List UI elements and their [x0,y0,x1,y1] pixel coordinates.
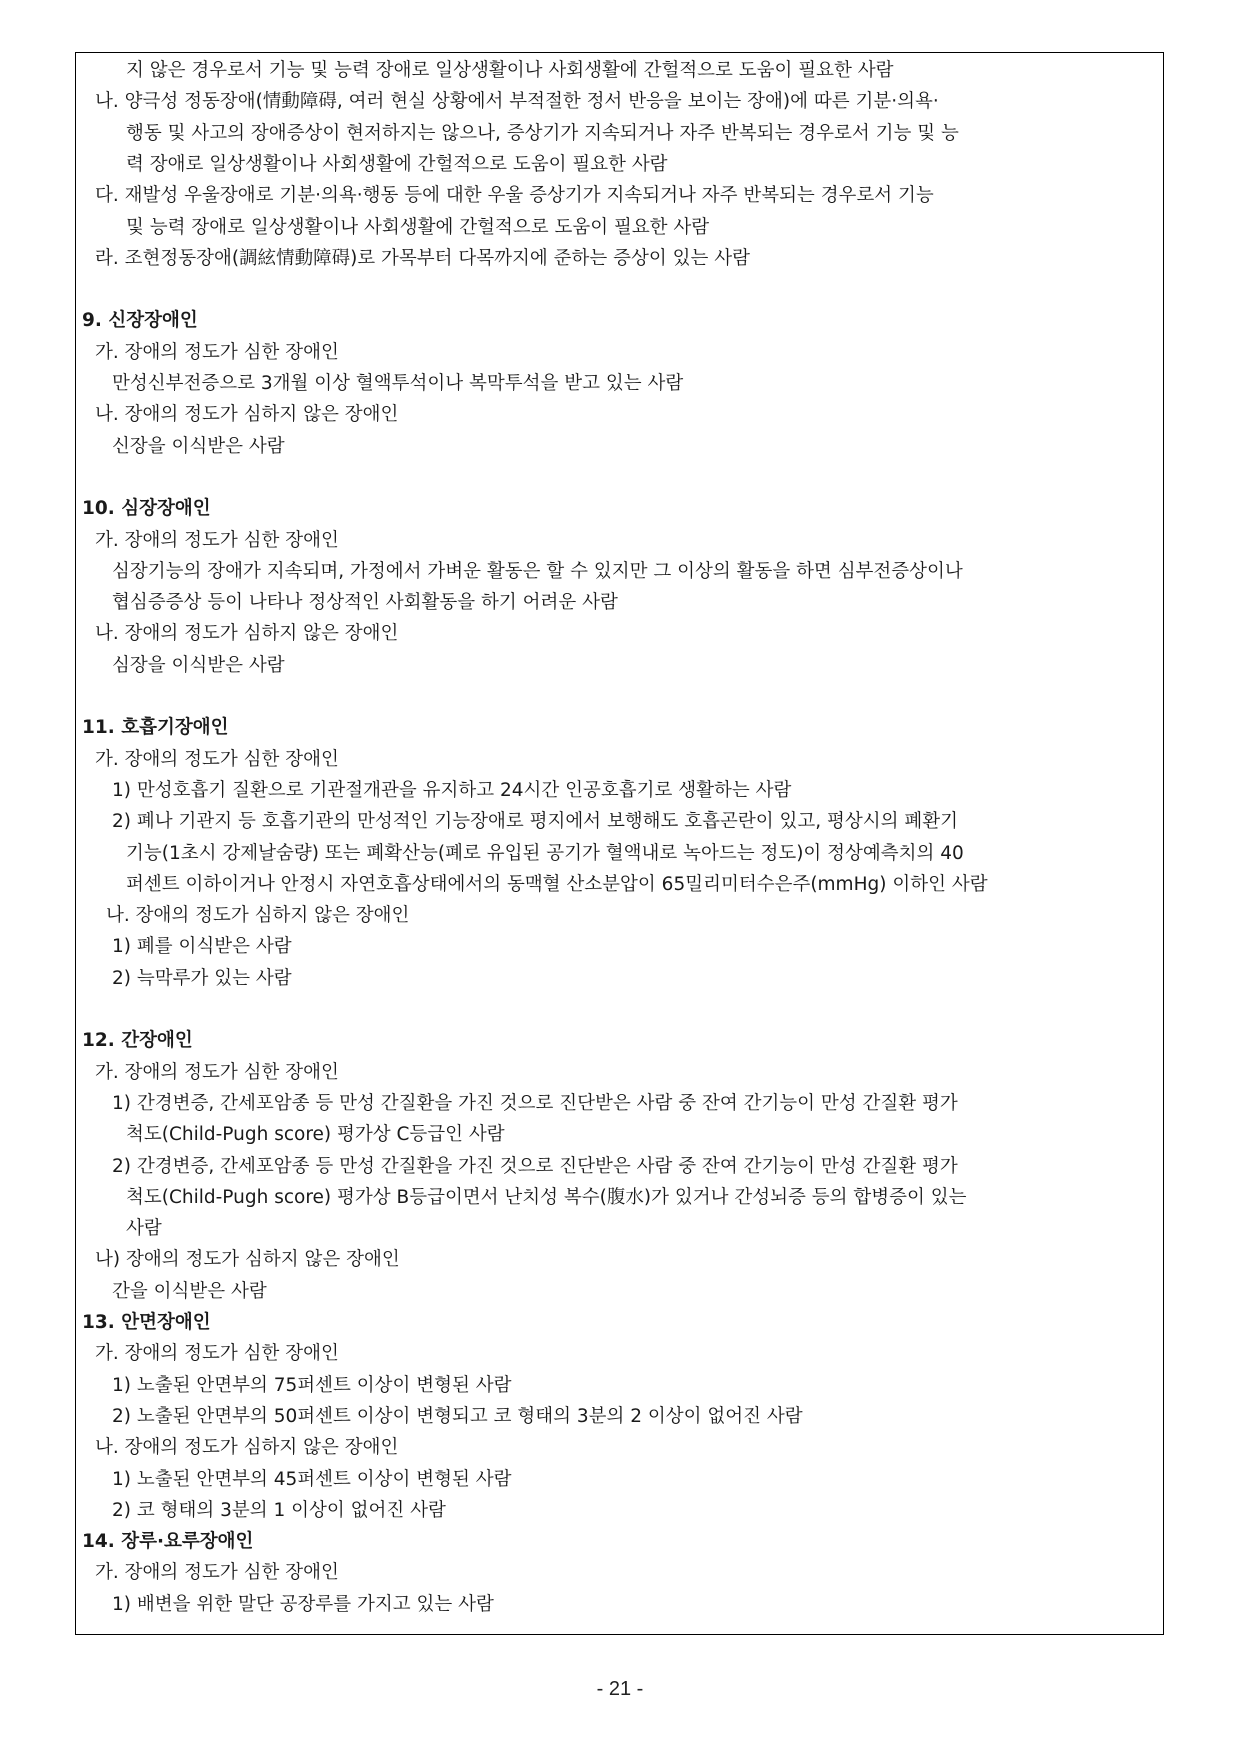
text-line: 퍼센트 이하이거나 안정시 자연호흡상태에서의 동맥혈 산소분압이 65밀리미터수은주(mmHg) 이하인 사람 [126,873,988,895]
text-line: 만성신부전증으로 3개월 이상 혈액투석이나 복막투석을 받고 있는 사람 [112,373,684,394]
text-line: 간을 이식받은 사람 [112,1280,267,1302]
text-line: 1) 만성호흡기 질환으로 기관절개관을 유지하고 24시간 인공호흡기로 생활하는 사람 [112,779,792,801]
text-line: 1) 노출된 안면부의 45퍼센트 이상이 변형된 사람 [112,1468,512,1490]
text-line: 나. 장애의 정도가 심하지 않은 장애인 [95,1437,399,1459]
text-line: 가. 장애의 정도가 심한 장애인 [95,529,339,551]
text-line: 2) 노출된 안면부의 50퍼센트 이상이 변형되고 코 형태의 3분의 2 이상이 없어진 사람 [112,1405,803,1427]
text-line: 가. 장애의 정도가 심한 장애인 [95,1343,339,1365]
text-line: 2) 간경변증, 간세포암종 등 만성 간질환을 가진 것으로 진단받은 사람 중 잔여 간기능이 만성 간질환 평가 [112,1155,958,1177]
page-number: - 21 - [596,1678,644,1700]
section-heading: 10. 심장장애인 [82,498,211,520]
text-line: 신장을 이식받은 사람 [112,435,285,457]
section-heading: 12. 간장애인 [82,1030,193,1052]
text-line: 2) 늑막루가 있는 사람 [112,967,292,989]
text-line: 가. 장애의 정도가 심한 장애인 [95,1562,339,1584]
text-line: 및 능력 장애로 일상생활이나 사회생활에 간헐적으로 도움이 필요한 사람 [126,216,710,238]
section-heading: 13. 안면장애인 [82,1312,211,1333]
text-line: 력 장애로 일상생활이나 사회생활에 간헐적으로 도움이 필요한 사람 [126,153,668,175]
text-line: 지 않은 경우로서 기능 및 능력 장애로 일상생활이나 사회생활에 간헐적으로 도움이 필요한 사람 [126,60,894,81]
text-line: 척도(Child-Pugh score) 평가상 C등급인 사람 [126,1124,505,1146]
text-line: 나. 장애의 정도가 심하지 않은 장애인 [106,905,410,927]
text-line: 가. 장애의 정도가 심한 장애인 [95,341,339,363]
text-line: 1) 배변을 위한 말단 공장루를 가지고 있는 사람 [112,1593,494,1615]
text-line: 행동 및 사고의 장애증상이 현저하지는 않으나, 증상기가 지속되거나 자주 반복되는 경우로서 기능 및 능 [126,122,959,144]
text-line: 심장을 이식받은 사람 [112,654,285,676]
text-line: 기능(1초시 강제날숨량) 또는 폐확산능(폐로 유입된 공기가 혈액내로 녹아드는 정도)이 정상예측치의 40 [126,842,964,864]
text-line: 나) 장애의 정도가 심하지 않은 장애인 [95,1249,400,1271]
text-line: 나. 장애의 정도가 심하지 않은 장애인 [95,404,399,426]
text-line: 다. 재발성 우울장애로 기분·의욕·행동 등에 대한 우울 증상기가 지속되거나 자주 반복되는 경우로서 기능 [95,185,934,207]
text-line: 심장기능의 장애가 지속되며, 가정에서 가벼운 활동은 할 수 있지만 그 이상의 활동을 하면 심부전증상이나 [112,560,963,582]
text-line: 사람 [126,1218,162,1240]
text-line: 1) 노출된 안면부의 75퍼센트 이상이 변형된 사람 [112,1374,512,1396]
section-heading: 11. 호흡기장애인 [82,717,229,739]
text-line: 나. 장애의 정도가 심하지 않은 장애인 [95,623,399,645]
text-line: 가. 장애의 정도가 심한 장애인 [95,748,339,770]
section-heading: 9. 신장장애인 [82,310,198,332]
text-line: 협심증증상 등이 나타나 정상적인 사회활동을 하기 어려운 사람 [112,592,618,614]
text-line: 2) 폐나 기관지 등 호흡기관의 만성적인 기능장애로 평지에서 보행해도 호흡곤란이 있고, 평상시의 폐환기 [112,811,959,833]
text-line: 척도(Child-Pugh score) 평가상 B등급이면서 난치성 복수(腹水)가 있거나 간성뇌증 등의 합병증이 있는 [126,1186,967,1208]
section-heading: 14. 장루·요루장애인 [82,1531,254,1553]
text-line: 가. 장애의 정도가 심한 장애인 [95,1061,339,1083]
document-frame [75,52,1164,1635]
text-line: 라. 조현정동장애(調絃情動障碍)로 가목부터 다목까지에 준하는 증상이 있는 사람 [95,247,751,269]
text-line: 나. 양극성 정동장애(情動障碍, 여러 현실 상황에서 부적절한 정서 반응을 보이는 장애)에 따른 기분·의욕· [95,91,939,113]
text-line: 1) 간경변증, 간세포암종 등 만성 간질환을 가진 것으로 진단받은 사람 중 잔여 간기능이 만성 간질환 평가 [112,1092,958,1114]
text-line: 2) 코 형태의 3분의 1 이상이 없어진 사람 [112,1499,446,1521]
text-line: 1) 폐를 이식받은 사람 [112,936,292,958]
